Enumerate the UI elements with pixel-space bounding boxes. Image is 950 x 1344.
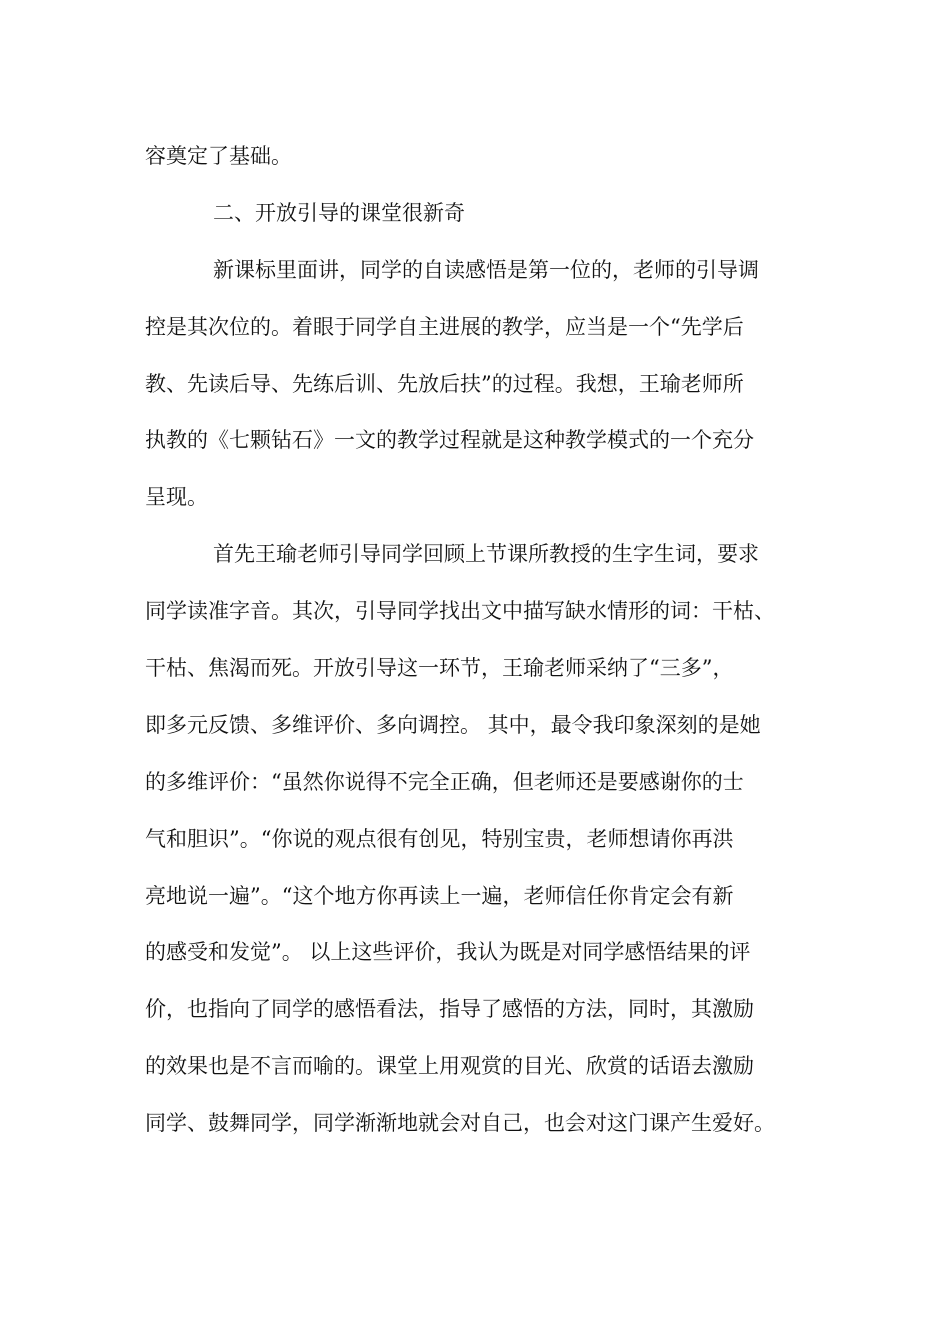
text-line: 的效果也是不言而喻的。课堂上用观赏的目光、欣赏的话语去激励 xyxy=(145,1054,754,1079)
text-line: 容奠定了基础。 xyxy=(145,144,292,168)
text-line: 控是其次位的。着眼于同学自主进展的教学，应当是一个“先学后 xyxy=(145,314,744,339)
text-line: 干枯、焦渴而死。开放引导这一环节，王瑜老师采纳了“三多”， xyxy=(145,656,734,681)
text-line: 的多维评价：“虽然你说得不完全正确，但老师还是要感谢你的士 xyxy=(145,769,744,794)
document-body xyxy=(145,128,825,1152)
section-heading: 二、开放引导的课堂很新奇 xyxy=(213,200,465,225)
text-line: 呈现。 xyxy=(145,485,208,510)
text-line: 气和胆识”。“你说的观点很有创见，特别宝贵，老师想请你再洪 xyxy=(145,826,734,851)
text-line: 的感受和发觉”。 以上这些评价，我认为既是对同学感悟结果的评 xyxy=(145,940,751,965)
text-line: 亮地说一遍”。“这个地方你再读上一遍，老师信任你肯定会有新 xyxy=(145,883,734,908)
text-line: 同学、鼓舞同学，同学渐渐地就会对自己，也会对这门课产生爱好。 xyxy=(145,1111,775,1136)
text-line: 同学读准字音。其次，引导同学找出文中描写缺水情形的词：干枯、 xyxy=(145,599,775,624)
text-line: 教、先读后导、先练后训、先放后扶”的过程。我想，王瑜老师所 xyxy=(145,371,744,396)
text-line: 新课标里面讲，同学的自读感悟是第一位的，老师的引导调 xyxy=(213,257,759,282)
text-line: 首先王瑜老师引导同学回顾上节课所教授的生字生词，要求 xyxy=(213,542,759,567)
text-line: 价，也指向了同学的感悟看法，指导了感悟的方法，同时，其激励 xyxy=(145,997,754,1022)
text-line: 执教的《七颗钻石》一文的教学过程就是这种教学模式的一个充分 xyxy=(145,428,754,453)
text-line: 即多元反馈、多维评价、多向调控。 其中，最令我印象深刻的是她 xyxy=(145,712,761,737)
